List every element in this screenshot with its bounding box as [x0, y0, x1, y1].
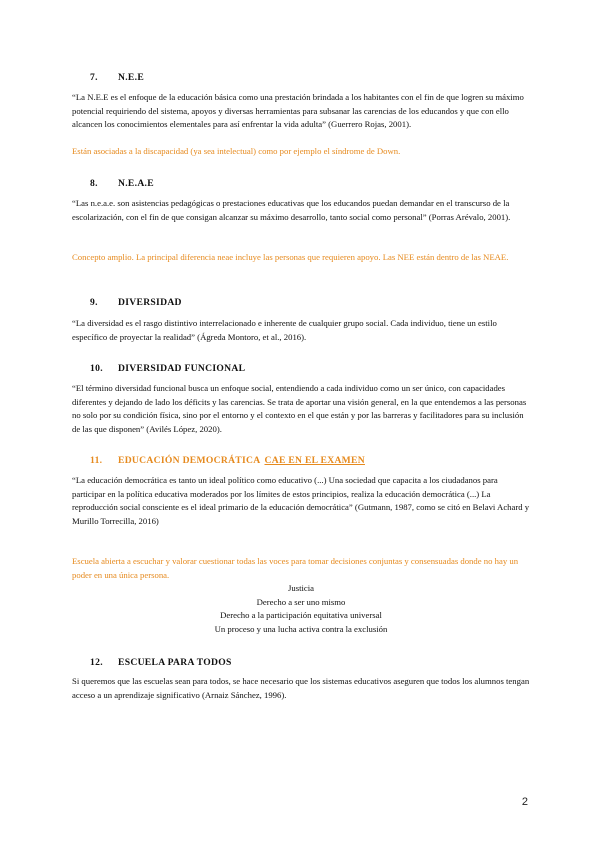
section-12	[72, 657, 530, 668]
section-11	[72, 455, 530, 466]
section-title: DIVERSIDAD	[118, 297, 182, 308]
section-title: DIVERSIDAD FUNCIONAL	[118, 363, 246, 374]
section-10-quote	[72, 382, 530, 436]
values-list	[72, 582, 530, 636]
section-title: N.E.A.E	[118, 178, 154, 189]
list-item: Derecho a la participación equitativa universal	[220, 610, 382, 621]
section-7	[72, 72, 530, 83]
section-11-quote	[72, 474, 530, 528]
section-9	[72, 297, 530, 308]
quote-paragraph: “Las n.e.a.e. son asistencias pedagógicas o prestaciones educativas que los educandos puedan demandar en el transcurso de la escolarización, con el fin de que consigan alcanzar su máximo desarrollo, tanto social como personal” (Porras Arévalo, 2001).	[72, 198, 511, 222]
section-number: 8.	[90, 178, 98, 189]
section-8-quote	[72, 197, 530, 224]
list-item: Derecho a ser uno mismo	[256, 596, 346, 607]
section-title: EDUCACIÓN DEMOCRÁTICA	[118, 455, 261, 466]
section-11-note	[72, 555, 530, 582]
exam-tag: CAE EN EL EXAMEN	[264, 455, 365, 466]
section-10	[72, 363, 530, 374]
quote-paragraph: Si queremos que las escuelas sean para todos, se hace necesario que los sistemas educativos aseguren que todos los alumnos tengan acceso a un aprendizaje significativo (Arnaiz Sánchez, 1996).	[72, 676, 530, 700]
section-9-quote	[72, 317, 530, 344]
section-heading	[72, 297, 530, 308]
quote-paragraph: “La educación democrática es tanto un ideal político como educativo (...) Una sociedad que capacita a los ciudadanos para participar en la política educativa moderados por los límites de estos principios, realiza la educación democrática (...) La reproducción social consciente es el ideal primario de la educación democrática” (Gutmann, 1987, como se citó en Belavi Achard y Murillo Torrecilla, 2016)	[72, 475, 530, 526]
list-item: Un proceso y una lucha activa contra la exclusión	[214, 623, 388, 634]
note-paragraph: Escuela abierta a escuchar y valorar cuestionar todas las voces para tomar decisiones conjuntas y consensuadas donde no hay un poder en una única persona.	[72, 556, 519, 580]
section-heading	[72, 455, 530, 466]
quote-paragraph: “El término diversidad funcional busca un enfoque social, entendiendo a cada individuo como un ser único, con capacidades diferentes y dejando de lado los déficits y las carencias. Se trata de aportar una visión general, en la que entendemos a las personas no solo por su condición física, sino por el entorno y el contexto en el que están y por las barreras y facilitadores para su inclusión de las que disponen” (Avilés López, 2020).	[72, 383, 527, 434]
section-heading	[72, 657, 530, 668]
section-7-note	[72, 145, 530, 159]
quote-paragraph: “La N.E.E es el enfoque de la educación básica como una prestación brindada a los habitantes con el fin de que logren su máximo potencial requiriendo del sistema, apoyos y diversas herramientas para subsanar las carencias de los educandos y que con ello alcancen los conocimientos elementales para así enfrentar la vida adulta” (Guerrero Rojas, 2001).	[72, 92, 524, 130]
section-heading	[72, 178, 530, 189]
list-item: Justicia	[287, 583, 315, 593]
section-heading	[72, 363, 530, 374]
note-paragraph: Concepto amplio. La principal diferencia neae incluye las personas que requieren apoyo. Las NEE están dentro de las NEAE.	[72, 252, 509, 262]
section-12-quote	[72, 675, 530, 702]
section-title: ESCUELA PARA TODOS	[118, 657, 232, 668]
section-7-quote	[72, 91, 530, 132]
section-number: 11.	[90, 455, 103, 466]
section-8	[72, 178, 530, 189]
section-number: 9.	[90, 297, 98, 308]
page-number: 2	[521, 796, 528, 808]
section-number: 12.	[90, 657, 103, 668]
note-paragraph: Están asociadas a la discapacidad (ya sea intelectual) como por ejemplo el síndrome de Down.	[72, 146, 401, 156]
quote-paragraph: “La diversidad es el rasgo distintivo interrelacionado e inherente de cualquier grupo social. Cada individuo, tiene un estilo específico de proyectar la realidad” (Ágreda Montoro, et al., 2016).	[72, 318, 497, 342]
section-number: 10.	[90, 363, 103, 374]
section-heading	[72, 72, 530, 83]
section-number: 7.	[90, 72, 98, 83]
section-8-note	[72, 251, 530, 265]
section-title: N.E.E	[118, 72, 145, 83]
